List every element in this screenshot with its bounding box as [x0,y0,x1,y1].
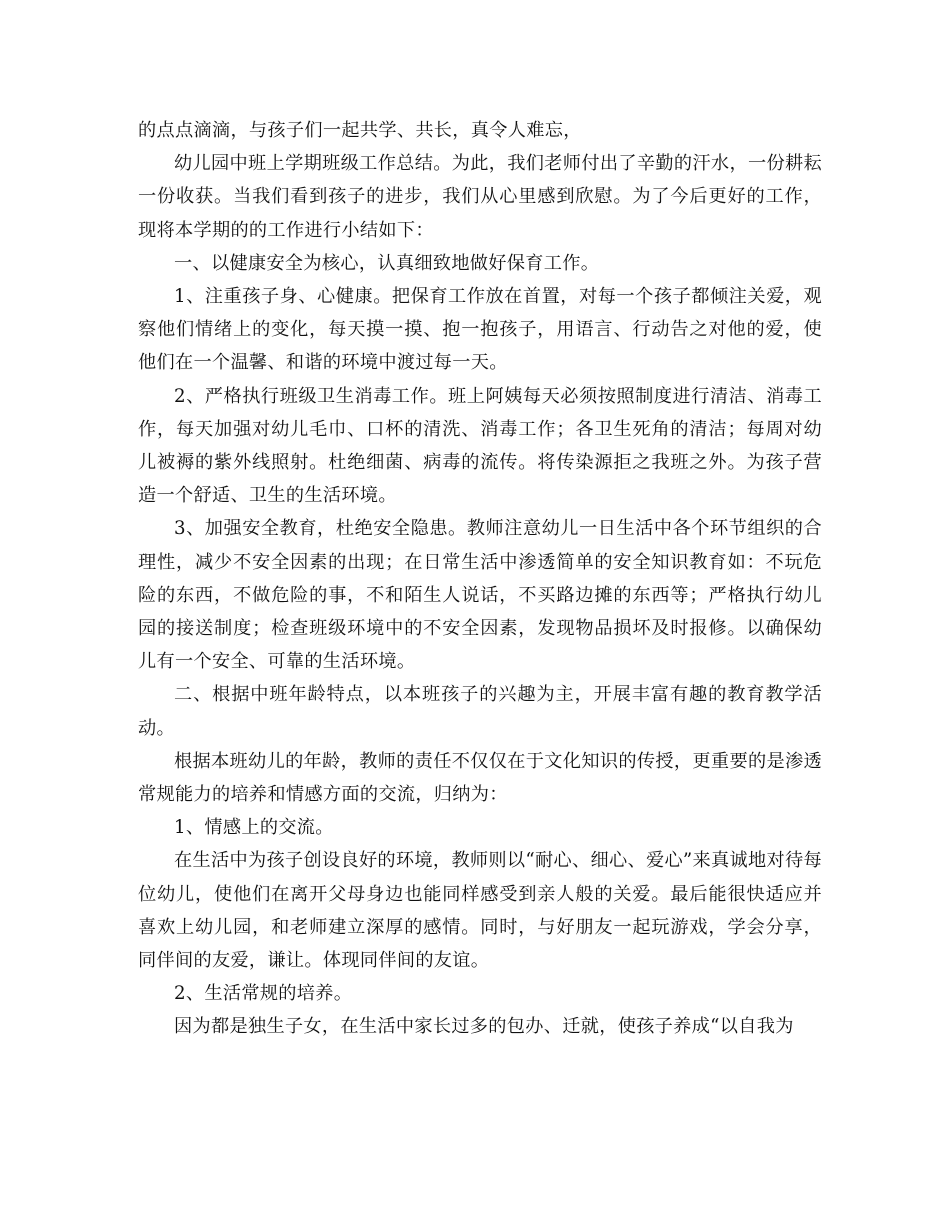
subsection-heading: 1、情感上的交流。 [174,817,334,839]
paragraph: 1、注重孩子身、心健康。把保育工作放在首置，对每一个孩子都倾注关爱，观察他们情绪上的变化，每天摸一摸、抱一抱孩子，用语言、行动告之对他的爱，使他们在一个温馨、和谐的环境中渡过每一天。 [138,286,822,374]
paragraph: 3、加强安全教育，杜绝安全隐患。教师注意幼儿一日生活中各个环节组织的合理性，减少不安全因素的出现；在日常生活中渗透简单的安全知识教育如：不玩危险的东西，不做危险的事，不和陌生人说话，不买路边摊的东西等；严格执行幼儿园的接送制度；检查班级环境中的不安全因素，发现物品损坏及时报修。以确保幼儿有一个安全、可靠的生活环境。 [138,518,822,673]
paragraph: 因为都是独生子女，在生活中家长过多的包办、迁就，使孩子养成“以自我为 [174,1016,794,1038]
section-heading: 一、以健康安全为核心，认真细致地做好保育工作。 [174,252,600,274]
paragraph: 的点点滴滴，与孩子们一起共学、共长，真令人难忘， [138,120,582,141]
section-heading: 二、根据中班年龄特点，以本班孩子的兴趣为主，开展丰富有趣的教育教学活动。 [138,684,822,739]
subsection-heading: 2、生活常规的培养。 [174,983,353,1005]
paragraph: 在生活中为孩子创设良好的环境，教师则以“耐心、细心、爱心”来真诚地对待每位幼儿，使他们在离开父母身边也能同样感受到亲人般的关爱。最后能很快适应并喜欢上幼儿园，和老师建立深厚的感情。同时，与好朋友一起玩游戏，学会分享，同伴间的友爱，谦让。体现同伴间的友谊。 [138,850,822,972]
document-body [138,114,822,1044]
paragraph: 根据本班幼儿的年龄，教师的责任不仅仅在于文化知识的传授，更重要的是渗透常规能力的培养和情感方面的交流，归纳为： [138,750,822,806]
paragraph: 幼儿园中班上学期班级工作总结。为此，我们老师付出了辛勤的汗水，一份耕耘一份收获。当我们看到孩子的进步，我们从心里感到欣慰。为了今后更好的工作，现将本学期的的工作进行小结如下： [138,153,822,241]
paragraph: 2、严格执行班级卫生消毒工作。班上阿姨每天必须按照制度进行清洁、消毒工作，每天加强对幼儿毛巾、口杯的清洗、消毒工作；各卫生死角的清洁；每周对幼儿被褥的紫外线照射。杜绝细菌、病毒的流传。将传染源拒之我班之外。为孩子营造一个舒适、卫生的生活环境。 [138,385,822,507]
